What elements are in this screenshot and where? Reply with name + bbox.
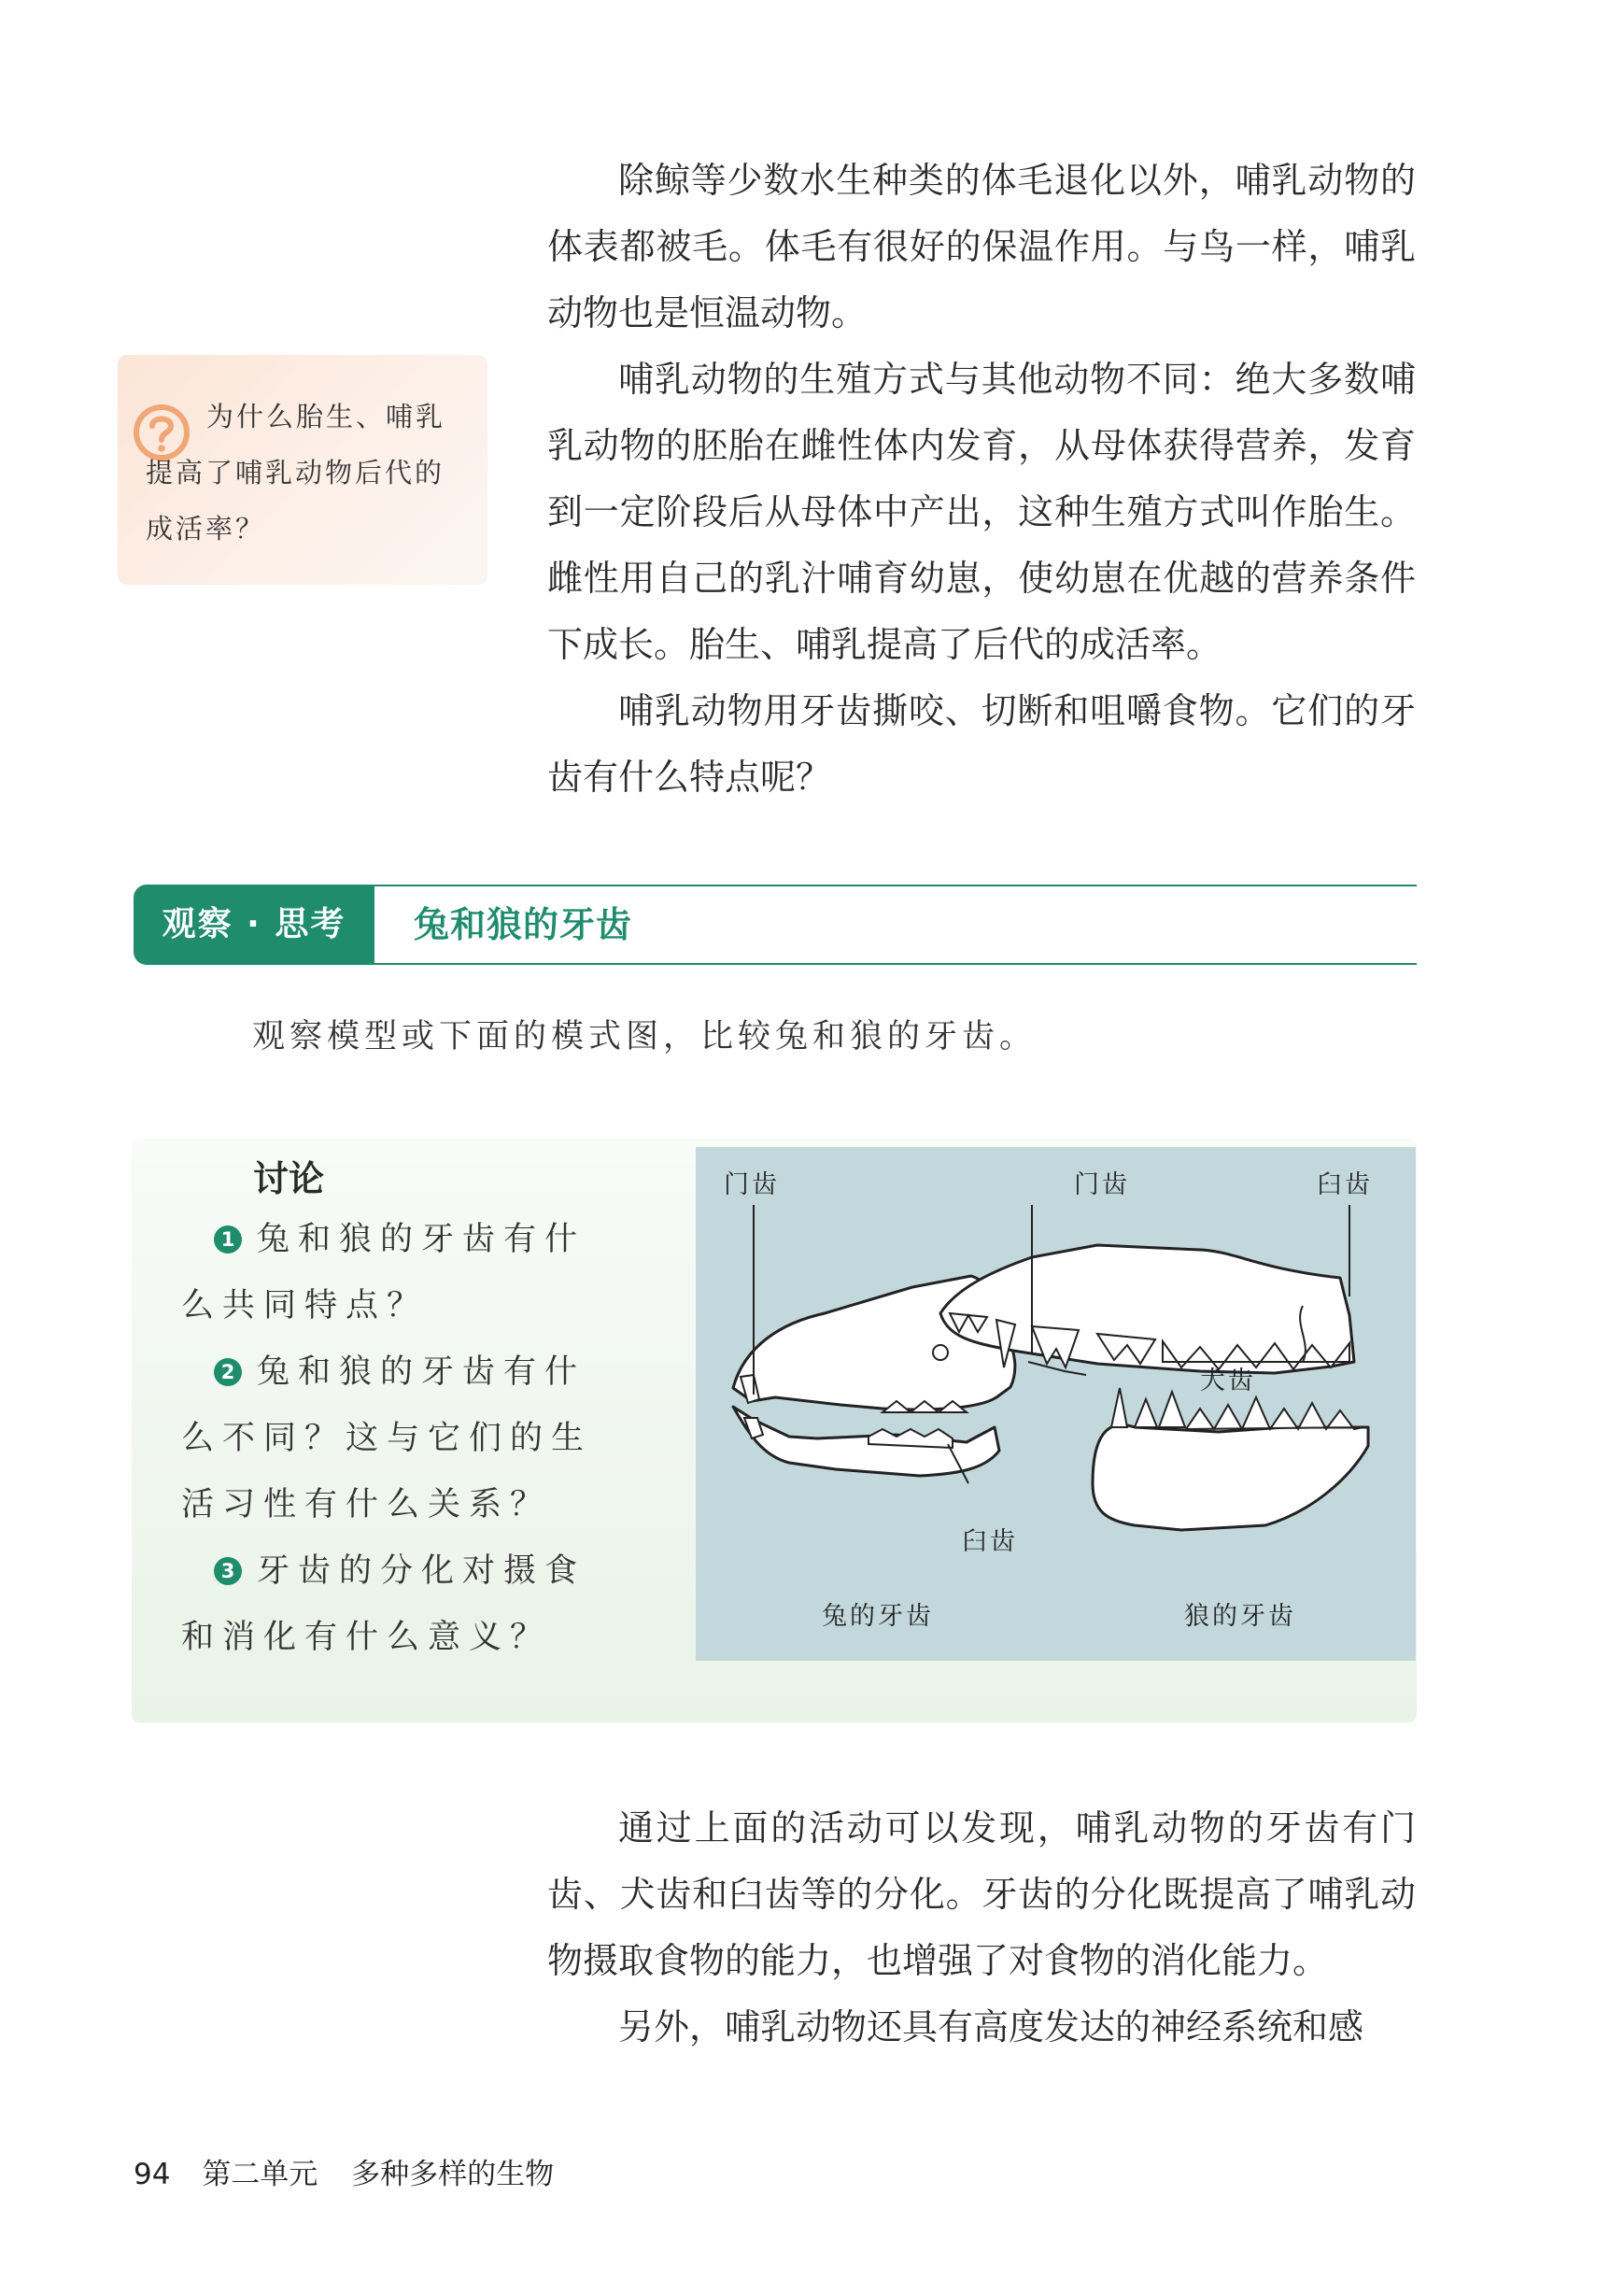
discussion-question-1: 1 兔和狼的牙齿有什么共同特点？ [181,1221,586,1325]
discussion-question-2: 2 兔和狼的牙齿有什么不同？这与它们的生活习性有什么关系？ [181,1353,593,1523]
body-paragraph-1: 除鲸等少数水生种类的体毛退化以外，哺乳动物的体表都被毛。体毛有很好的保温作用。与鸟一样，哺乳动物也是恒温动物。 [547,160,1416,333]
question-number-2: 2 [214,1358,242,1386]
question-number-3: 3 [214,1557,242,1585]
rabbit-caption: 兔的牙齿 [822,1602,934,1631]
activity-instruction: 观察模型或下面的模式图，比较兔和狼的牙齿。 [252,1018,1038,1055]
activity-tag: 观察 · 思考 [134,885,374,965]
wolf-incisor-label: 门齿 [1074,1170,1130,1199]
teeth-drawing [696,1147,1416,1661]
body-paragraph-5: 另外，哺乳动物还具有高度发达的神经系统和感 [618,2006,1364,2047]
unit-label: 第二单元 [202,2158,318,2191]
rabbit-incisor-label: 门齿 [724,1170,780,1199]
activity-title: 兔和狼的牙齿 [414,904,633,945]
teeth-diagram [696,1147,1416,1661]
body-paragraph-3: 哺乳动物用牙齿撕咬、切断和咀嚼食物。它们的牙齿有什么特点呢？ [547,690,1416,798]
body-paragraph-2: 哺乳动物的生殖方式与其他动物不同：绝大多数哺乳动物的胚胎在雌性体内发育，从母体获得营养，发育到一定阶段后从母体中产出，这种生殖方式叫作胎生。雌性用自己的乳汁哺育幼崽，使幼崽在优越的营养条件下成长。胎生、哺乳提高了后代的成活率。 [547,359,1416,665]
page-footer [134,2150,554,2192]
question-number-1: 1 [214,1225,242,1254]
sidebar-question-text: 为什么胎生、哺乳提高了哺乳动物后代的成活率？ [146,401,446,545]
sidebar-question-box [118,355,487,585]
wolf-canine-label: 犬齿 [1200,1367,1256,1395]
wolf-caption: 狼的牙齿 [1184,1602,1296,1631]
discussion-question-3: 3 牙齿的分化对摄食和消化有什么意义？ [181,1552,586,1656]
page-number: 94 [134,2158,171,2191]
body-paragraph-4: 通过上面的活动可以发现，哺乳动物的牙齿有门齿、犬齿和臼齿等的分化。牙齿的分化既提高了哺乳动物摄取食物的能力，也增强了对食物的消化能力。 [547,1807,1416,1981]
unit-title: 多种多样的生物 [351,2158,555,2191]
discussion-title: 讨论 [253,1158,325,1199]
activity-header [134,885,1417,965]
wolf-molar-label: 臼齿 [1317,1170,1373,1199]
rabbit-molar-label: 臼齿 [962,1527,1018,1556]
